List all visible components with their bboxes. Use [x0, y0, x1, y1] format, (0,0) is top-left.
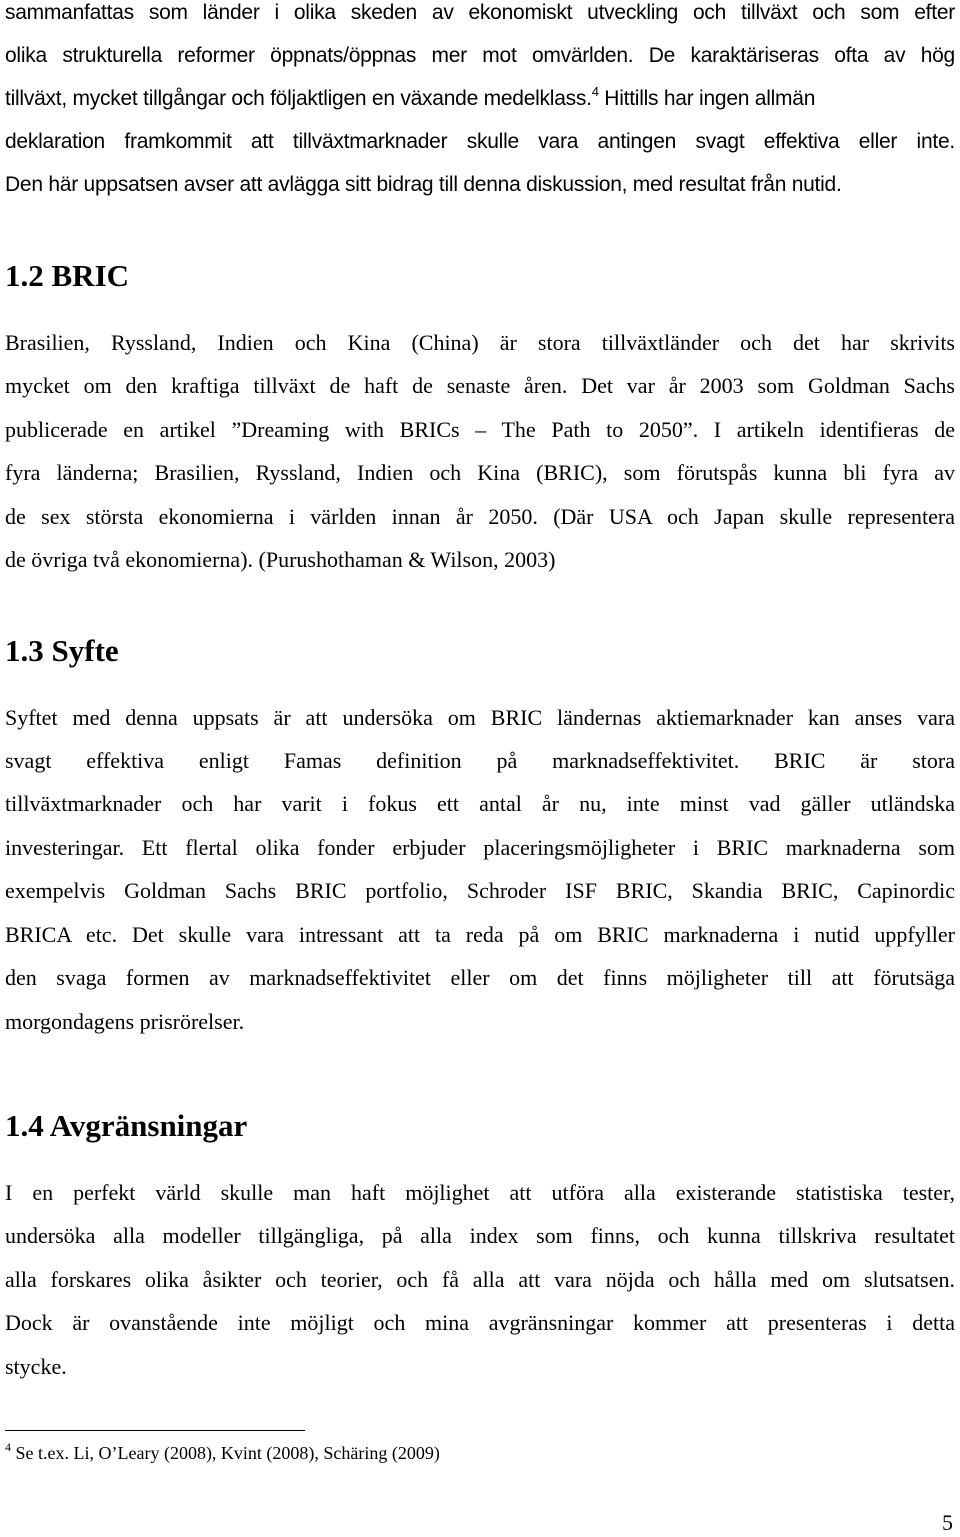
paragraph-line: BRICA etc. Det skulle vara intressant att ta reda på om BRIC marknaderna i nutid uppfyller: [5, 922, 955, 947]
paragraph-line: alla forskares olika åsikter och teorier, och få alla att vara nöjda och hålla med om slutsatsen.: [5, 1267, 955, 1292]
paragraph-line: den svaga formen av marknadseffektivitet eller om det finns möjligheter till att förutsäga: [5, 965, 955, 990]
intro-line: [5, 86, 955, 112]
section-heading-bric: 1.2 BRIC: [5, 258, 130, 293]
intro-line-text: tillväxt, mycket tillgångar och följaktligen en växande medelklass.: [5, 87, 592, 110]
footnote: [5, 1441, 440, 1465]
paragraph-line: de övriga två ekonomierna). (Purushothaman & Wilson, 2003): [5, 547, 556, 572]
section-heading-avgransningar: 1.4 Avgränsningar: [5, 1108, 248, 1143]
footnote-reference[interactable]: 4: [591, 84, 599, 99]
paragraph-line: Syftet med denna uppsats är att undersöka om BRIC ländernas aktiemarknader kan anses vara: [5, 705, 955, 730]
paragraph-line: Brasilien, Ryssland, Indien och Kina (China) är stora tillväxtländer och det har skrivits: [5, 330, 955, 355]
paragraph-line: morgondagens prisrörelser.: [5, 1009, 245, 1034]
intro-line-text: Hittills har ingen allmän: [598, 87, 816, 110]
paragraph-line: mycket om den kraftiga tillväxt de haft de senaste åren. Det var år 2003 som Goldman Sachs: [5, 373, 955, 398]
paragraph-line: svagt effektiva enligt Famas definition på marknadseffektivitet. BRIC är stora: [5, 748, 955, 773]
paragraph-line: Dock är ovanstående inte möjligt och mina avgränsningar kommer att presenteras i detta: [5, 1310, 955, 1335]
paragraph-line: de sex största ekonomierna i världen innan år 2050. (Där USA och Japan skulle representera: [5, 504, 955, 529]
paragraph-line: fyra länderna; Brasilien, Ryssland, Indien och Kina (BRIC), som förutspås kunna bli fyra av: [5, 460, 955, 485]
paragraph-line: I en perfekt värld skulle man haft möjlighet att utföra alla existerande statistiska tester,: [5, 1180, 955, 1205]
paragraph-line: investeringar. Ett flertal olika fonder erbjuder placeringsmöjligheter i BRIC marknaderna som: [5, 835, 955, 860]
section-heading-syfte: 1.3 Syfte: [5, 633, 119, 668]
footnote-text: Se t.ex. Li, O’Leary (2008), Kvint (2008), Schäring (2009): [11, 1443, 440, 1463]
footnote-divider: [5, 1430, 305, 1431]
footnote-marker: 4: [5, 1440, 11, 1454]
paragraph-line: undersöka alla modeller tillgängliga, på alla index som finns, och kunna tillskriva resultatet: [5, 1223, 955, 1248]
intro-line: sammanfattas som länder i olika skeden av ekonomiskt utveckling och tillväxt och som efter: [5, 1, 955, 24]
intro-line: Den här uppsatsen avser att avlägga sitt bidrag till denna diskussion, med resultat från nutid.: [5, 173, 842, 196]
intro-line: deklaration framkommit att tillväxtmarknader skulle vara antingen svagt effektiva eller inte.: [5, 130, 955, 153]
page-number: 5: [942, 1510, 953, 1535]
paragraph-line: exempelvis Goldman Sachs BRIC portfolio, Schroder ISF BRIC, Skandia BRIC, Capinordic: [5, 878, 955, 903]
paragraph-line: publicerade en artikel ”Dreaming with BRICs – The Path to 2050”. I artikeln identifieras de: [5, 417, 955, 442]
paragraph-line: tillväxtmarknader och har varit i fokus ett antal år nu, inte minst vad gäller utländska: [5, 791, 955, 816]
paragraph-line: stycke.: [5, 1354, 67, 1379]
intro-line: olika strukturella reformer öppnats/öppnas mer mot omvärlden. De karaktäriseras ofta av hög: [5, 44, 955, 67]
